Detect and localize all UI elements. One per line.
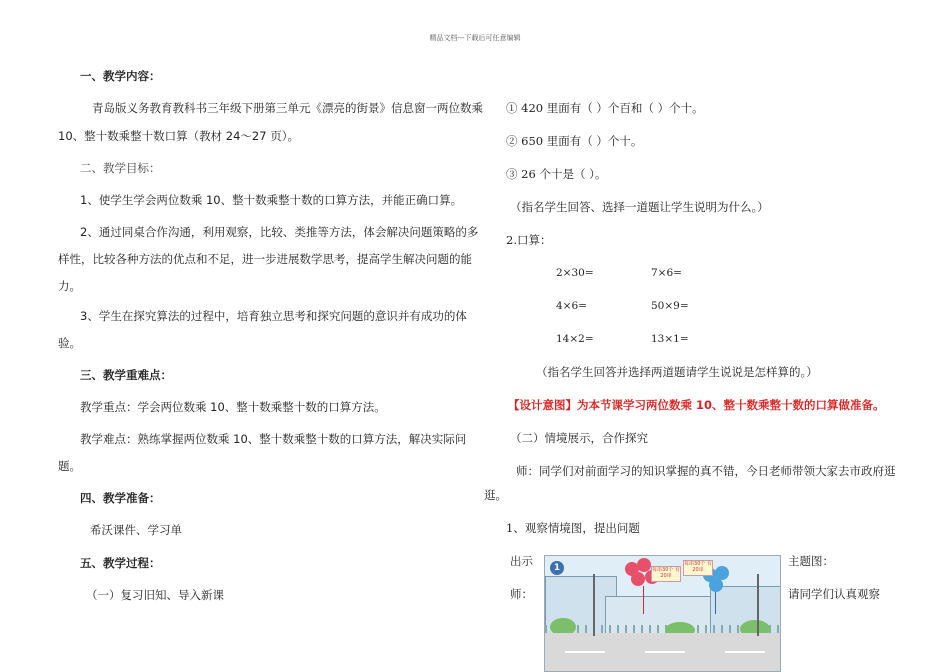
process-part-2: （二）情境展示，合作探究	[510, 431, 648, 445]
note-2: （指名学生回答并选择两道题请学生说说是怎样算的。）	[536, 365, 818, 379]
section-goals-title: 二、教学目标：	[80, 161, 161, 175]
goal-2-line-2: 样性，比较各种方法的优点和不足，进一步进展数学思考，提高学生解决问题的能	[58, 252, 472, 266]
observe-instruction: 请同学们认真观察	[788, 587, 880, 601]
key-point: 教学重点：学会两位数乘 10、整十数乘整十数的口算方法。	[80, 400, 386, 414]
goal-2-line-3: 力。	[58, 279, 81, 293]
question-2: ② 650 里面有（ ）个十。	[506, 134, 643, 148]
theme-label: 主题图：	[788, 554, 834, 568]
calc-r1-c2: 7×6=	[651, 267, 682, 279]
balloon-blue	[709, 578, 723, 592]
observe-step: 1、观察情境图，提出问题	[506, 521, 640, 535]
balloon-sign-blue: 每串30个 有20串	[683, 560, 713, 576]
content-line-2: 10、整十数乘整十数口算（教材 24～27 页）。	[58, 129, 299, 143]
question-1: ① 420 里面有（ ）个百和（ ）个十。	[506, 101, 704, 115]
balloon-string	[643, 586, 644, 614]
content-line-1: 青岛版义务教育教科书三年级下册第三单元《漂亮的街景》信息窗一两位数乘	[92, 101, 483, 115]
section-process-title: 五、教学过程：	[80, 556, 161, 570]
road-line	[645, 651, 685, 653]
section-prep-title: 四、教学准备：	[80, 491, 161, 505]
calc-r3-c1: 14×2=	[556, 333, 594, 345]
calc-r2-c1: 4×6=	[556, 300, 587, 312]
goal-2-line-1: 2、通过同桌合作沟通，利用观察，比较、类推等方法，体会解决问题策略的多	[80, 225, 479, 239]
prep-text: 希沃课件、学习单	[90, 523, 182, 537]
process-part-1: （一）复习旧知、导入新课	[86, 588, 224, 602]
note-1: （指名学生回答、选择一道题让学生说明为什么。）	[510, 200, 769, 214]
lamp-post	[757, 574, 759, 636]
calc-r1-c1: 2×30=	[556, 267, 594, 279]
difficulty-line-1: 教学难点：熟练掌握两位数乘 10、整十数乘整十数的口算方法，解决实际问	[80, 432, 467, 446]
road-line	[725, 651, 765, 653]
goal-3-line-2: 验。	[58, 336, 81, 350]
difficulty-line-2: 题。	[58, 459, 81, 473]
teacher-line-1: 师：同学们对前面学习的知识掌握的真不错，今日老师带领大家去市政府逛	[516, 464, 896, 478]
design-intent: 【设计意图】为本节课学习两位数乘 10、整十数乘整十数的口算做准备。	[508, 398, 885, 412]
section-key-title: 三、教学重难点：	[80, 368, 172, 382]
question-3: ③ 26 个十是（ ）。	[506, 167, 607, 181]
goal-3-line-1: 3、学生在探究算法的过程中，培育独立思考和探究问题的意识并有成功的体	[80, 309, 467, 323]
goal-1: 1、使学生学会两位数乘 10、整十数乘整十数的口算方法，并能正确口算。	[80, 193, 463, 207]
teacher-short-label: 师：	[510, 587, 533, 601]
scene-number-badge: 1	[550, 561, 564, 575]
balloon-sign-pink: 每串30个 有20串	[651, 566, 681, 582]
balloon-pink	[631, 572, 645, 586]
oral-calc-title: 2.口算：	[506, 233, 552, 247]
teacher-line-2: 逛。	[484, 488, 507, 502]
calc-r3-c2: 13×1=	[651, 333, 689, 345]
calc-r2-c2: 50×9=	[651, 300, 689, 312]
show-label: 出示	[510, 554, 533, 568]
lamp-post	[593, 574, 595, 636]
theme-illustration	[544, 555, 781, 672]
page-header: 精品文档---下载后可任意编辑	[429, 34, 521, 42]
section-content-title: 一、教学内容：	[80, 69, 161, 83]
road-line	[565, 651, 605, 653]
